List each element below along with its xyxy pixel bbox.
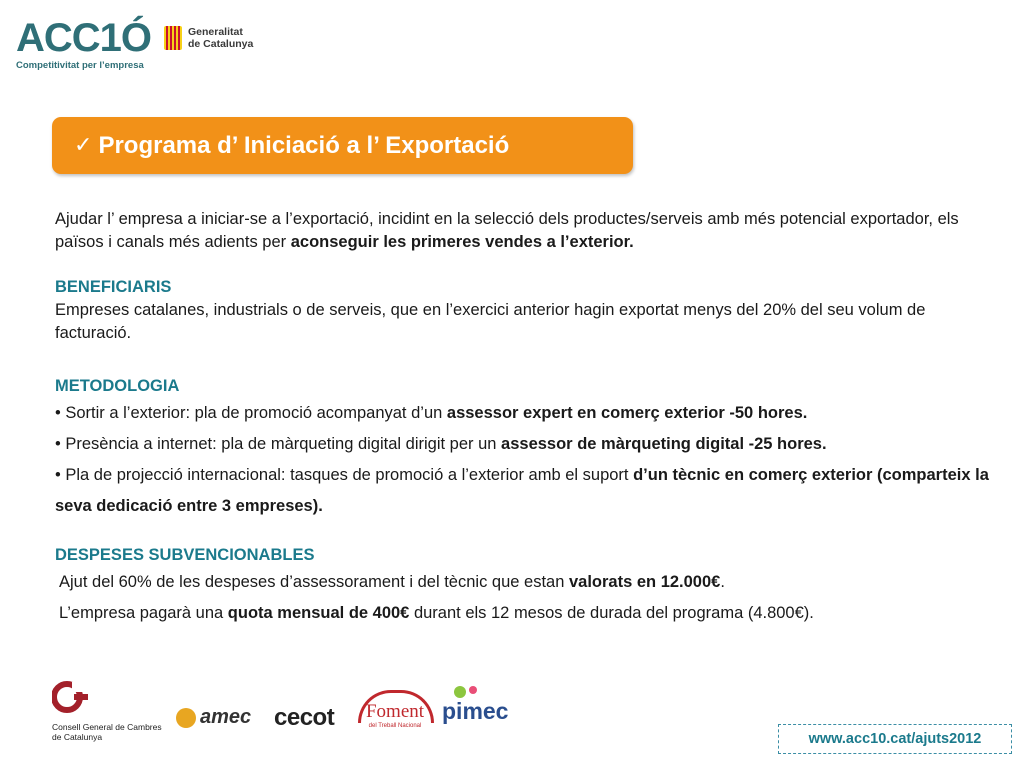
foment-subtext: del Treball Nacional bbox=[368, 723, 422, 729]
intro-bold: aconseguir les primeres vendes a l’exterior. bbox=[290, 233, 634, 251]
metodologia-item-2: • Presència a internet: pla de màrqueting digital dirigit per un assessor de màrqueting digital -25 hores. bbox=[55, 435, 827, 453]
amec-icon bbox=[176, 708, 196, 728]
intro-paragraph bbox=[55, 208, 1000, 254]
consell-line1: Consell General de Cambres bbox=[52, 722, 162, 732]
metodologia-item-1: • Sortir a l’exterior: pla de promoció acompanyat d’un assessor expert en comerç exterior -50 hores. bbox=[55, 404, 808, 422]
generalitat-line1: Generalitat bbox=[188, 26, 243, 38]
acc10-logo-text: ACC1Ó bbox=[16, 16, 152, 60]
consell-cambres-logo bbox=[52, 680, 167, 742]
acc10-logo bbox=[16, 18, 151, 71]
amec-text: amec bbox=[200, 706, 252, 728]
program-title: Programa d’ Iniciació a l’ Exportació bbox=[98, 131, 510, 159]
consell-cambres-icon bbox=[52, 680, 88, 714]
metodologia-heading: METODOLOGIA bbox=[55, 377, 180, 395]
pimec-text: pimec bbox=[442, 698, 509, 724]
metodologia-item-3: • Pla de projecció internacional: tasques de promoció a l’exterior amb el suport d’un tècnic en comerç exterior (comparteix la seva dedicació entre 3 empreses). bbox=[55, 466, 989, 515]
program-title-banner bbox=[52, 117, 633, 174]
despeses-heading: DESPESES SUBVENCIONABLES bbox=[55, 546, 315, 564]
despeses-line-2: L’empresa pagarà una quota mensual de 400€ durant els 12 mesos de durada del programa (4.800€). bbox=[59, 604, 814, 622]
acc10-tagline: Competitivitat per l’empresa bbox=[16, 60, 144, 71]
pimec-logo bbox=[442, 686, 512, 725]
beneficiaris-text: Empreses catalanes, industrials o de serveis, que en l’exercici anterior hagin exportat menys del 20% del seu volum de facturació. bbox=[55, 301, 926, 342]
intro-text: Ajudar l’ empresa a iniciar-se a l’exportació, incidint en la selecció dels productes/serveis amb més potencial exportador, els països i canals més adients per bbox=[55, 210, 959, 251]
website-link[interactable]: www.acc10.cat/ajuts2012 bbox=[808, 731, 982, 747]
pimec-dots-icon bbox=[454, 686, 512, 698]
amec-logo bbox=[176, 706, 251, 729]
foment-logo bbox=[358, 690, 432, 738]
website-link-box bbox=[778, 724, 1012, 754]
main-content bbox=[55, 208, 1000, 629]
senyera-icon bbox=[164, 26, 182, 50]
foment-text: Foment bbox=[365, 701, 425, 722]
cecot-logo: cecot bbox=[274, 704, 335, 731]
generalitat-line2: de Catalunya bbox=[188, 38, 254, 50]
beneficiaris-heading: BENEFICIARIS bbox=[55, 278, 172, 296]
consell-line2: de Catalunya bbox=[52, 732, 103, 742]
checkmark-icon: ✓ bbox=[74, 133, 93, 158]
despeses-line-1: Ajut del 60% de les despeses d’assessorament i del tècnic que estan valorats en 12.000€. bbox=[59, 573, 725, 591]
generalitat-logo bbox=[164, 26, 253, 50]
